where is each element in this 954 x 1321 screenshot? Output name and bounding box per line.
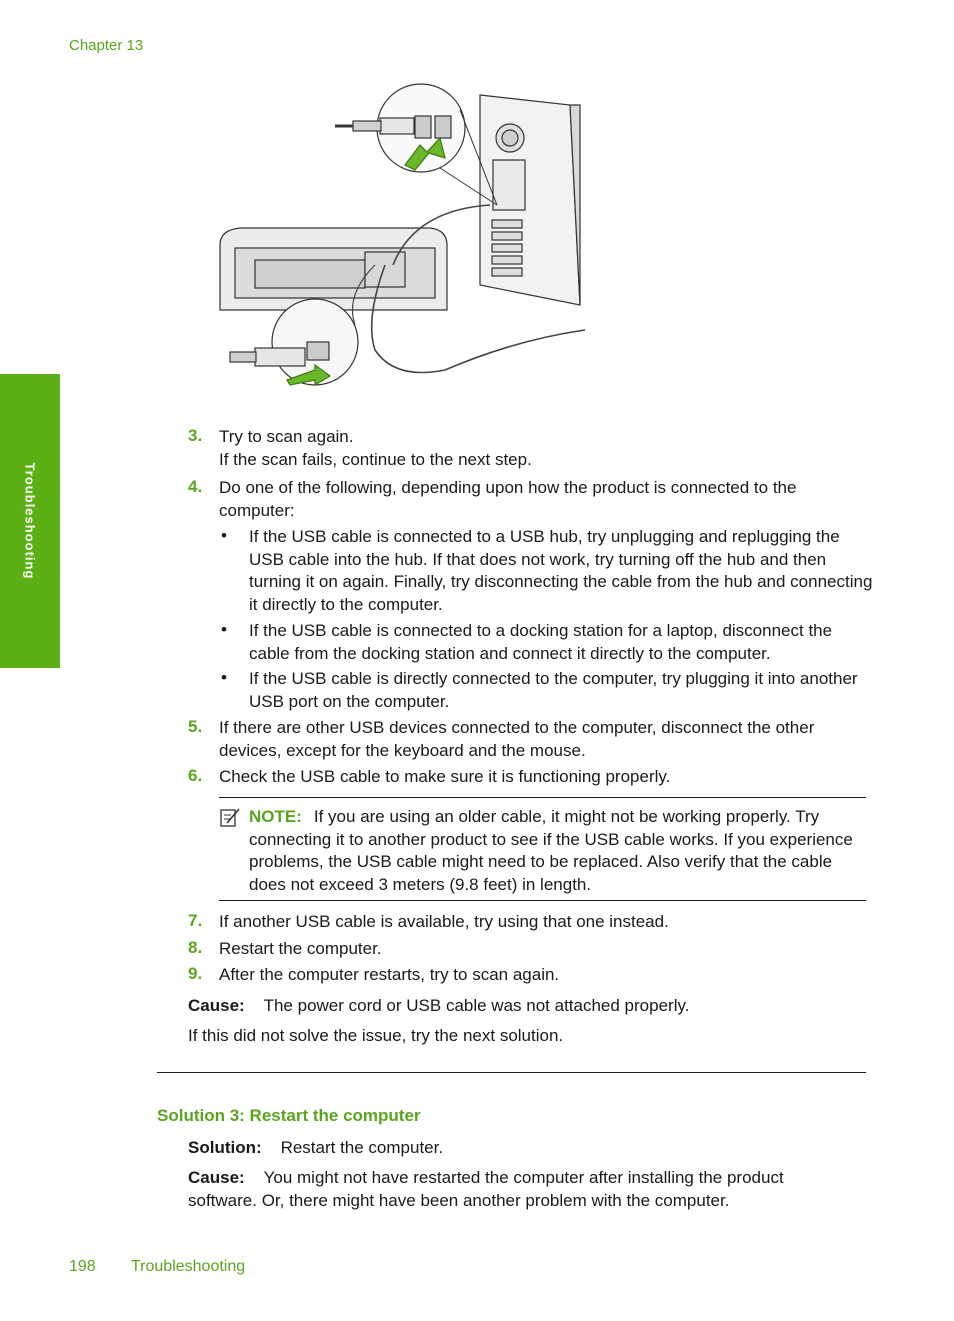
page-number: 198 — [69, 1258, 96, 1275]
step-8-text: Restart the computer. — [219, 939, 382, 958]
cause-2-paragraph — [188, 1167, 848, 1212]
note-text: If you are using an older cable, it might not be working properly. Try connecting it to another product to see if the USB cable works. If you experience problems, the USB cable might need to be replaced. Also verify that the cable does not exceed 3 meters (9.8 feet) in length. — [249, 807, 853, 894]
solution-text: Restart the computer. — [280, 1138, 444, 1157]
side-tab — [0, 374, 60, 668]
cause-text: The power cord or USB cable was not attached properly. — [263, 996, 690, 1015]
bullet-marker: • — [221, 526, 227, 545]
note-block — [249, 806, 869, 896]
solution-paragraph — [188, 1137, 868, 1160]
note-pencil-icon — [219, 806, 241, 828]
cause-label: Cause: — [188, 996, 245, 1015]
computer-port-zoom — [335, 84, 465, 172]
cause-paragraph — [188, 995, 868, 1018]
next-solution-text: If this did not solve the issue, try the next solution. — [188, 1026, 564, 1045]
step-number-7: 7. — [188, 911, 203, 930]
step-4-text: Do one of the following, depending upon how the product is connected to the computer: — [219, 478, 797, 520]
step-number-3: 3. — [188, 426, 203, 445]
step-7-text: If another USB cable is available, try using that one instead. — [219, 912, 669, 931]
step-6-text: Check the USB cable to make sure it is functioning properly. — [219, 767, 671, 786]
section-divider — [157, 1072, 866, 1073]
note-label: NOTE: — [249, 807, 302, 826]
footer-section: Troubleshooting — [131, 1258, 246, 1275]
chapter-header: Chapter 13 — [69, 37, 144, 54]
bullet-item-docking-station: If the USB cable is connected to a docking station for a laptop, disconnect the cable from the docking station and connect it directly to the computer. — [249, 621, 833, 663]
bullet-marker: • — [221, 620, 227, 639]
solution-label: Solution: — [188, 1138, 262, 1157]
bullet-marker: • — [221, 668, 227, 687]
solution-3-heading: Solution 3: Restart the computer — [157, 1106, 421, 1125]
printer — [220, 228, 447, 310]
note-top-rule — [219, 797, 866, 798]
step-number-9: 9. — [188, 964, 203, 983]
step-3-text: Try to scan again. — [219, 427, 354, 446]
usb-connection-illustration — [215, 80, 590, 390]
step-3-subtext: If the scan fails, continue to the next step. — [219, 450, 532, 469]
step-number-5: 5. — [188, 717, 203, 736]
step-number-6: 6. — [188, 766, 203, 785]
step-9-text: After the computer restarts, try to scan again. — [219, 965, 560, 984]
side-tab-label: Troubleshooting — [22, 462, 38, 580]
step-number-4: 4. — [188, 477, 203, 496]
step-number-8: 8. — [188, 938, 203, 957]
note-bottom-rule — [219, 900, 866, 901]
cause-2-text: You might not have restarted the computer after installing the product software. Or, there might have been another problem with the computer. — [188, 1168, 784, 1210]
printer-port-zoom — [230, 299, 358, 385]
bullet-item-usb-hub: If the USB cable is connected to a USB hub, try unplugging and replugging the USB cable into the hub. If that does not work, try turning off the hub and then turning it on again. Finally, try disconnecting the cable from the hub and connecting it directly to the computer. — [249, 527, 873, 614]
cause-2-label: Cause: — [188, 1168, 245, 1187]
step-5-text: If there are other USB devices connected to the computer, disconnect the other devices, except for the keyboard and the mouse. — [219, 718, 815, 760]
bullet-item-direct-connection: If the USB cable is directly connected to the computer, try plugging it into another USB port on the computer. — [249, 669, 858, 711]
